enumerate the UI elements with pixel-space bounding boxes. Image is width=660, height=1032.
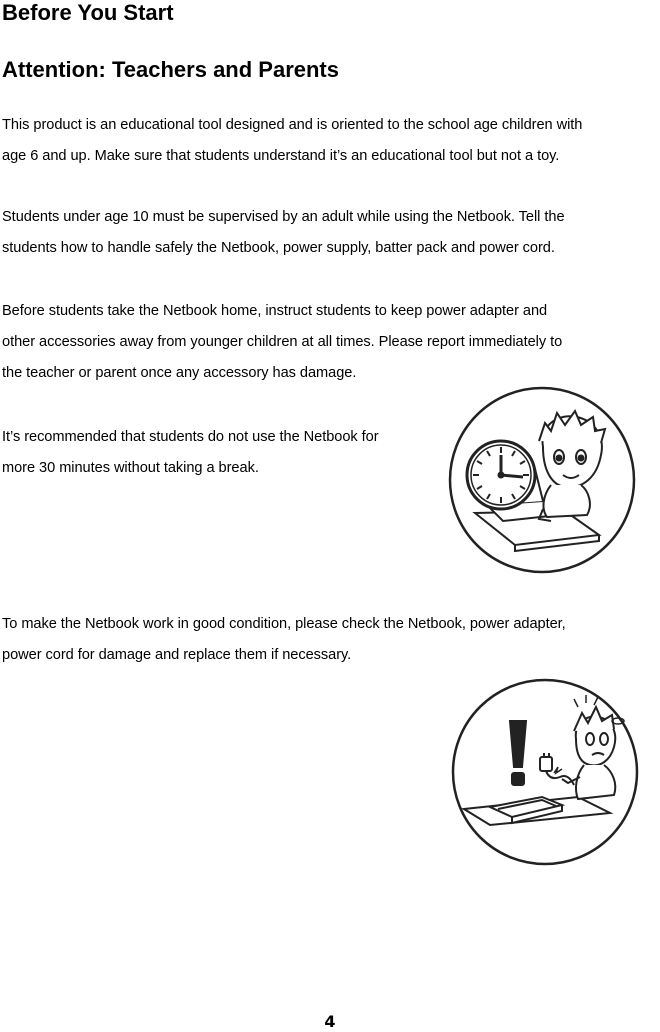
text-line: power cord for damage and replace them if necessary. (2, 647, 352, 663)
text-line: other accessories away from younger children at all times. Please report immediately to (2, 334, 563, 350)
text-line: It’s recommended that students do not use the Netbook for (2, 429, 379, 445)
child-damaged-cord-warning-illustration (450, 677, 640, 867)
text-line: Before students take the Netbook home, instruct students to keep power adapter and (2, 303, 548, 319)
text-line: the teacher or parent once any accessory has damage. (2, 365, 357, 381)
paragraph-supervision (2, 202, 565, 264)
paragraph-age-notice (2, 110, 582, 172)
section-heading: Attention: Teachers and Parents (2, 57, 339, 82)
paragraph-accessories (2, 296, 562, 389)
paragraph-maintenance (2, 609, 566, 671)
text-line: To make the Netbook work in good condition, please check the Netbook, power adapter, (2, 616, 566, 632)
text-line: This product is an educational tool designed and is oriented to the school age children with (2, 117, 583, 133)
text-line: Students under age 10 must be supervised by an adult while using the Netbook. Tell the (2, 209, 565, 225)
text-line: more 30 minutes without taking a break. (2, 460, 259, 476)
paragraph-break-time (2, 422, 379, 484)
child-clock-laptop-illustration (447, 385, 637, 575)
text-line: students how to handle safely the Netbook, power supply, batter pack and power cord. (2, 240, 555, 256)
page-number: 4 (324, 1012, 336, 1031)
text-line: age 6 and up. Make sure that students understand it’s an educational tool but not a toy. (2, 148, 560, 164)
page-title: Before You Start (2, 0, 174, 25)
